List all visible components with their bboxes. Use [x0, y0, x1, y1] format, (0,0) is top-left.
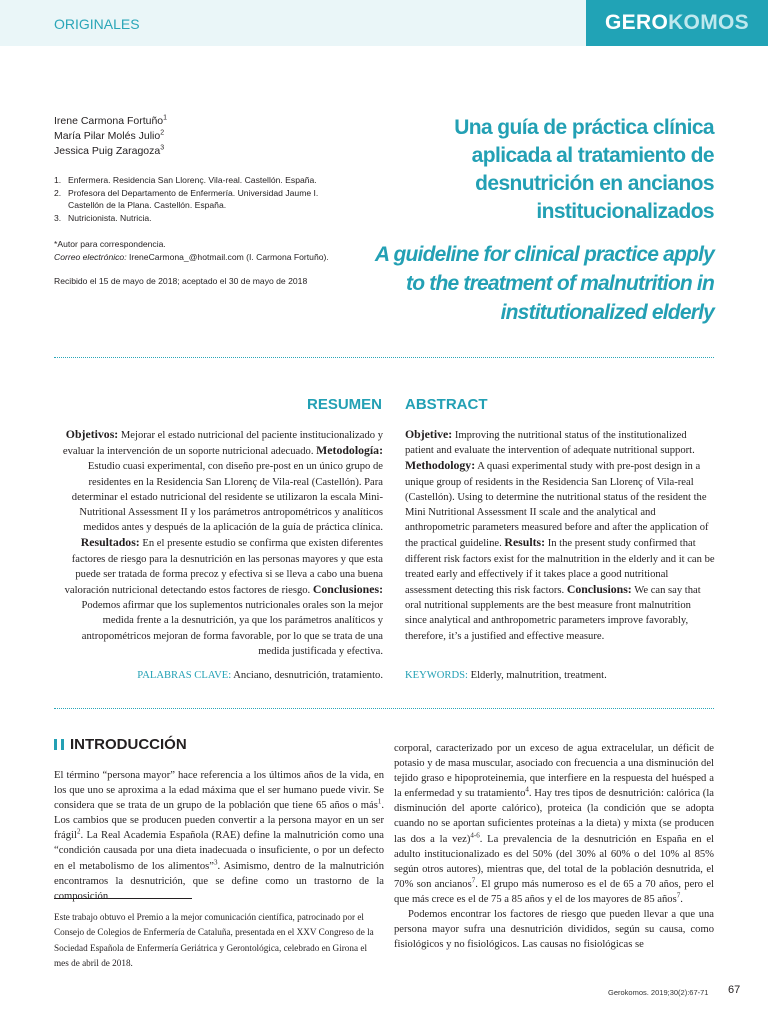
citation-ref: 3: [214, 858, 218, 867]
author: [54, 144, 167, 159]
abstract-section-text: A quasi experimental study with pre-post design in a unique group of residents in the Residencia San Llorenç of Vila-real (Castellón). Using to determine the nutritional status of the resident the Mini Nutritional Assessment II scale and the analytical and anthropometric parameters measured before and after the application of the practical guideline.: [405, 461, 709, 550]
email-label: Correo electrónico:: [54, 251, 127, 262]
affiliation-text: Profesora del Departamento de Enfermería. Universidad Jaume I. Castellón de la Plana. Castellón. España.: [68, 187, 319, 210]
correspondence: [54, 238, 329, 263]
affiliation-item: [54, 174, 344, 187]
author-affiliation-ref: 2: [160, 129, 165, 137]
abstract-section-text: Estudio cuasi experimental, con diseño pre-post en un único grupo de residentes en la Residencia San Llorenç de Vila-real (Castellón). Para determinar el estado nutricional del residente se utilizaron la escala Mini-Nutritional Assessment II y los parámetros antropométricos y analíticos medidos antes y después de la aplicación de la guía de práctica clínica.: [71, 461, 383, 534]
keywords-en-text: Elderly, malnutrition, treatment.: [467, 670, 607, 681]
abstract-section-text: We can say that oral nutritional supplements are the best measure front malnutrition since analytical and anthropometric parameters improve favorably, therefore, it’s a justified and effective measure.: [405, 585, 701, 642]
text-run: El término “persona mayor” hace referencia a los últimos años de la vida, en los que uno se aproxima a la edad máxima que el ser humano puede vivir. Se considera que se trata de un grupo de la población que tiene 65 años o más: [54, 770, 384, 812]
affiliation-list: [54, 174, 344, 224]
received-date: Recibido el 15 de mayo de 2018; aceptado el 30 de mayo de 2018: [54, 276, 308, 286]
author-affiliation-ref: 1: [163, 114, 168, 122]
abstract-body: [405, 427, 715, 644]
keywords-en-label: KEYWORDS:: [405, 670, 468, 681]
citation-ref: 2: [76, 827, 81, 836]
author-affiliation-ref: 3: [160, 144, 165, 152]
keywords-es-text: Anciano, desnutrición, tratamiento.: [231, 670, 383, 681]
abstract-section-text: Podemos afirmar que los suplementos nutricionales orales son la mejor medida frente a la desnutrición, ya que los parámetros analíticos y antropométricos mejoran de forma favorable, por lo que se trata de una medida justificada y efectiva.: [81, 600, 383, 657]
citation-ref: 7: [676, 891, 681, 900]
journal-logo[interactable]: [586, 0, 768, 46]
affiliation-item: [54, 187, 344, 212]
author-name: Irene Carmona Fortuño: [54, 115, 164, 127]
intro-right-column: [394, 741, 714, 952]
footnote: Este trabajo obtuvo el Premio a la mejor comunicación científica, patrocinado por el Consejo de Colegios de Enfermería de Cataluña, presentada en el XXV Congreso de la Sociedad Española de Enfermería Geriátrica y Gerontológica, celebrado en Girona el mes de abril de 2018.: [54, 912, 374, 968]
header-bar: [0, 0, 768, 46]
text-run: . El grupo más numeroso es el de 65 a 70 años, pero el que más crece es el de 75 a 85 años y el de los mayores de 85 años: [394, 878, 714, 905]
citation-ref: 7: [471, 876, 476, 885]
text-run: . Los cambios que se producen pueden convertir a la persona mayor en un ser frágil: [54, 800, 384, 842]
resumen-heading: RESUMEN: [306, 396, 382, 413]
text-run: . Asimismo, dentro de la malnutrición encontramos la desnutrición, que se define como un trastorno de la composición: [54, 860, 385, 902]
intro-paragraph: Podemos encontrar los factores de riesgo que pueden llevar a que una persona mayor sufra una desnutrición divididos, según su causa, como fisiológicos y no fisiológicos. Las causas no fisiológicas se: [394, 909, 714, 951]
text-run: . La Real Academia Española (RAE) define la malnutrición como una “condición causada por una dieta inadecuada o insuficiente, o por un defecto en el metabolismo de los alimentos”: [54, 830, 384, 872]
citation-ref: 4: [525, 785, 529, 794]
intro-paragraph: [54, 768, 384, 904]
section-label: ORIGINALES: [54, 16, 140, 32]
footnote-rule: [54, 898, 192, 899]
author-name: María Pilar Molés Julio: [54, 130, 161, 142]
author-list: [54, 114, 167, 159]
logo-part1: GERO: [605, 11, 669, 34]
section-marker-icon: [54, 739, 64, 750]
abstract-section-label: Objetivos:: [65, 427, 119, 441]
keywords-es: [137, 670, 383, 681]
abstract-section-label: Conclusiones:: [312, 582, 383, 597]
abstract-section-text: In the present study confirmed that different risk factors exist for the malnutrition in the elderly and it can be treated early and effectively if it takes place a good nutritional assessment detecting this risk factors.: [405, 538, 715, 597]
affiliation-number: 1.: [54, 175, 62, 185]
abstract-heading: ABSTRACT: [405, 396, 488, 413]
author: [54, 129, 167, 144]
article-title-es: Una guía de práctica clínica aplicada al tratamiento de desnutrición en ancianos institucionalizados: [454, 116, 714, 223]
citation-ref: 1: [377, 797, 382, 806]
email-text[interactable]: IreneCarmona_@hotmail.com (I. Carmona Fortuño).: [126, 251, 329, 262]
text-run: . La prevalencia de la desnutrición en España en el adulto institucionalizado es del 50% (del 30% al 60% o del 10% al 85% según otros autores), mientras que, del total de la población desnutrida, el 70% son ancianos: [394, 833, 714, 890]
abstract-section-label: Methodology:: [405, 458, 476, 473]
keywords-es-label: PALABRAS CLAVE:: [137, 670, 232, 681]
resumen-body: [60, 427, 383, 659]
abstract-section-label: Conclusions:: [566, 582, 632, 597]
abstract-section-text: En el presente estudio se confirma que existen diferentes factores de riesgo para la desnutrición en las personas mayores y que esta puede ser tratada de forma precoz y efectiva si se lleva a cabo una buena valoración nutricional detectando estos factores de riesgo.: [64, 538, 383, 597]
text-run: .: [680, 893, 683, 905]
text-run: . Hay tres tipos de desnutrición: calórica (la disminución del aporte calórico), proteica (la condición que se adopta cuando no se aportan suficientes proteínas a la dieta) y mixta (se producen las dos a la vez): [394, 788, 714, 845]
affiliation-text: Enfermera. Residencia San Llorenç. Vila-real. Castellón. España.: [68, 175, 317, 185]
abstract-section-label: Resultados:: [80, 535, 140, 550]
keywords-en: [405, 670, 607, 681]
abstract-section-label: Results:: [504, 535, 546, 550]
abstract-section-label: Objetive:: [405, 427, 453, 441]
abstract-section-text: Improving the nutritional status of the institutionalized patient and evaluate the intervention of adequate nutritional support.: [405, 430, 695, 457]
abstract-section-label: Metodología:: [316, 443, 383, 458]
divider: [54, 708, 714, 709]
article-title-en: A guideline for clinical practice apply to the treatment of malnutrition in institutionalized elderly: [374, 243, 714, 324]
intro-heading-text: INTRODUCCIÓN: [70, 736, 187, 753]
abstract-section-text: Mejorar el estado nutricional del paciente institucionalizado y evaluar la intervención de un soporte nutricional adecuado.: [62, 430, 383, 458]
affiliation-number: 2.: [54, 187, 62, 198]
logo-part2: KOMOS: [668, 11, 749, 34]
intro-heading: [54, 736, 187, 753]
intro-left-column: [54, 768, 384, 904]
affiliation-number: 3.: [54, 212, 62, 223]
citation-ref: 4-6: [470, 831, 480, 840]
affiliation-item: [54, 212, 344, 225]
affiliation-text: Nutricionista. Nutricia.: [68, 212, 152, 223]
author-name: Jessica Puig Zaragoza: [54, 145, 161, 157]
divider: [54, 357, 714, 358]
intro-paragraph: [394, 741, 714, 907]
author: [54, 114, 167, 129]
journal-citation: Gerokomos. 2019;30(2):67-71: [608, 988, 709, 997]
correspondence-line: *Autor para correspondencia.: [54, 239, 166, 249]
page-number: 67: [728, 984, 741, 996]
text-run: corporal, caracterizado por un exceso de agua extracelular, un déficit de potasio y de masa muscular, asociado con frecuencia a una disminución del tejido graso e hipoproteinemia, que interfiere en la respuesta del huésped a la enfermedad y su tratamiento: [394, 743, 714, 800]
